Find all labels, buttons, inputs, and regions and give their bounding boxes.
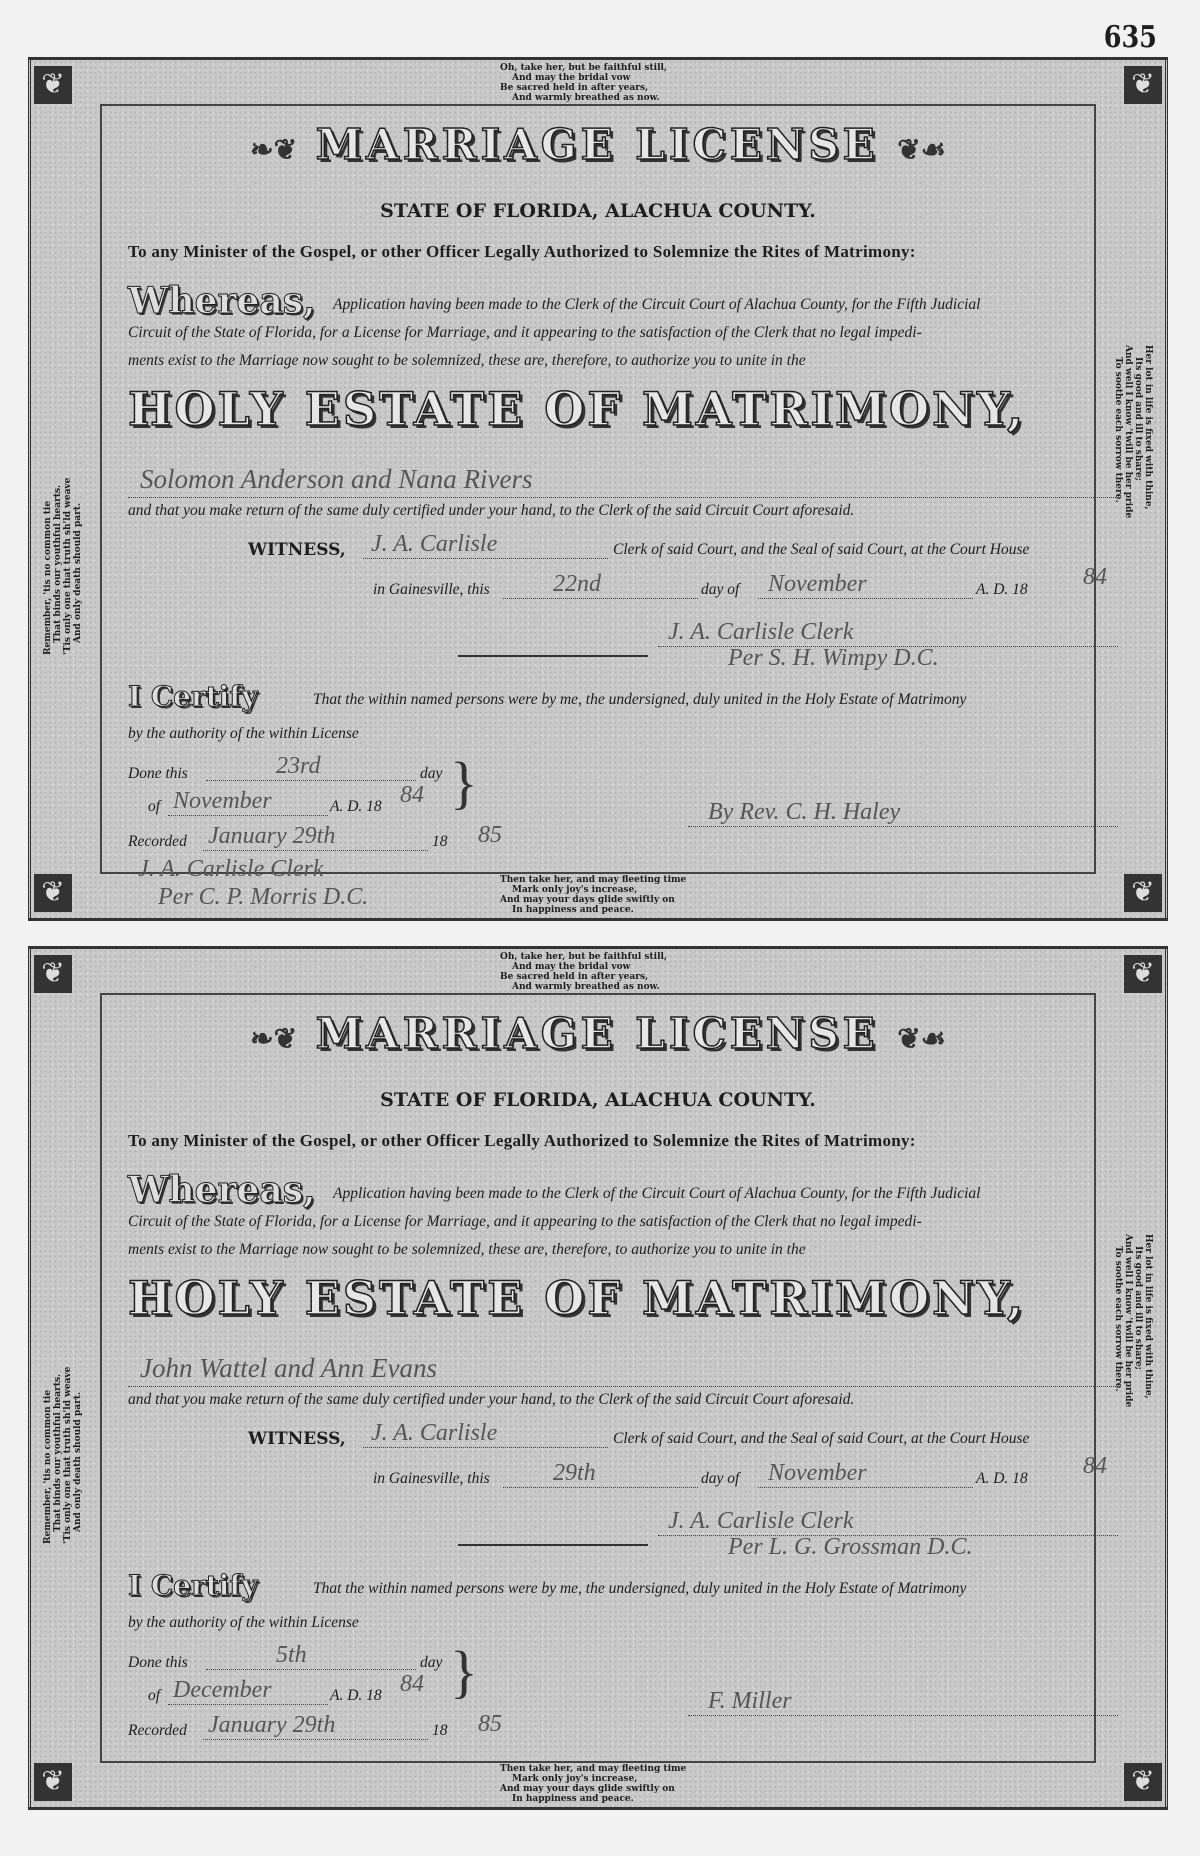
flourish-icon: ❦☙ — [897, 1022, 946, 1055]
couple-names: Solomon Anderson and Nana Rivers — [140, 464, 533, 494]
gainesville-label: in Gainesville, this — [373, 581, 490, 598]
corner-ornament-icon: ❦ — [1124, 1763, 1162, 1801]
poem-top — [500, 63, 667, 103]
recorded-date: January 29th — [208, 823, 336, 849]
corner-ornament-icon: ❦ — [34, 66, 72, 104]
poem-line: And well I know 'twill be her pride — [1123, 345, 1133, 519]
done-this-label: Done this — [128, 765, 188, 782]
poem-line: And only death should part. — [73, 502, 83, 643]
certify-text: That the within named persons were by me, the undersigned, duly united in the Holy Estate of Matrimony — [313, 1580, 967, 1597]
witness-signature: J. A. Carlisle — [371, 1420, 498, 1446]
whereas-heading: Whereas, — [128, 280, 316, 322]
gainesville-label: in Gainesville, this — [373, 1470, 490, 1487]
ad-label: A. D. 18 — [976, 1470, 1028, 1487]
recorded-18-label: 18 — [432, 833, 448, 850]
poem-line: Then take her, and may fleeting time — [500, 875, 687, 885]
poem-line: Her lot in life is fixed with thine, — [1143, 345, 1153, 510]
divider-rule — [458, 655, 648, 657]
recorded-18-label: 18 — [432, 1722, 448, 1739]
couple-names-line — [128, 1354, 1118, 1387]
day-label: day — [420, 765, 443, 782]
poem-line: And may the bridal vow — [512, 962, 631, 972]
holy-estate-heading: HOLY ESTATE OF MATRIMONY, — [128, 1271, 1027, 1325]
license-month-line — [758, 570, 973, 599]
recorded-clerk-signature: J. A. Carlisle Clerk — [138, 856, 324, 882]
poem-line: Her lot in life is fixed with thine, — [1143, 1234, 1153, 1399]
poem-right — [1113, 345, 1153, 575]
day-label: day — [420, 1654, 443, 1671]
clerk-seal-text: Clerk of said Court, and the Seal of said Court, at the Court House — [613, 1430, 1030, 1447]
done-day: 23rd — [276, 753, 321, 779]
ad-label: A. D. 18 — [976, 581, 1028, 598]
poem-line: Then take her, and may fleeting time — [500, 1764, 687, 1774]
day-of-label: day of — [701, 581, 740, 598]
license-month-line — [758, 1459, 973, 1488]
poem-line: And may your days glide swiftly on — [500, 895, 675, 905]
marriage-license — [28, 57, 1168, 921]
whereas-text-2: Circuit of the State of Florida, for a License for Marriage, and it appearing to the satisfaction of the Clerk that no legal impedi- — [128, 1213, 922, 1230]
couple-names-line — [128, 465, 1118, 498]
done-month-line — [168, 785, 328, 816]
poem-line: And warmly breathed as now. — [512, 93, 660, 103]
page-number: 635 — [1104, 20, 1158, 55]
recorded-date-line — [203, 1709, 428, 1740]
clerk-signature-line — [658, 1501, 1118, 1536]
whereas-heading: Whereas, — [128, 1169, 316, 1211]
corner-ornament-icon: ❦ — [34, 874, 72, 912]
couple-names: John Wattel and Ann Evans — [140, 1353, 437, 1383]
license-year: 84 — [1083, 1453, 1107, 1479]
brace-icon: } — [450, 1639, 478, 1704]
certify-heading: I Certify — [128, 680, 258, 713]
clerk-signature: J. A. Carlisle Clerk — [668, 619, 854, 645]
day-of-label: day of — [701, 1470, 740, 1487]
done-year: 84 — [400, 1671, 424, 1697]
witness-label: WITNESS, — [248, 1429, 346, 1449]
done-month: December — [173, 1677, 272, 1703]
poem-line: To soothe each sorrow there. — [1113, 1246, 1123, 1392]
title-text: MARRIAGE LICENSE — [315, 1009, 879, 1058]
done-year: 84 — [400, 782, 424, 808]
license-day: 22nd — [553, 571, 601, 597]
license-day-line — [503, 1459, 698, 1488]
poem-line: And may the bridal vow — [512, 73, 631, 83]
poem-line: Mark only joy's increase, — [512, 885, 638, 895]
corner-ornament-icon: ❦ — [34, 1763, 72, 1801]
return-text: and that you make return of the same duly certified under your hand, to the Clerk of the said Circuit Court aforesaid. — [128, 502, 855, 519]
ad-short-label: A. D. 18 — [330, 798, 382, 815]
poem-line: And warmly breathed as now. — [512, 982, 660, 992]
poem-line: Be sacred held in after years, — [500, 83, 649, 93]
poem-line: Its good and ill to share; — [1133, 1246, 1143, 1371]
of-label: of — [148, 1687, 161, 1704]
license-title — [28, 1009, 1168, 1058]
whereas-text-1: Application having been made to the Clerk of the Circuit Court of Alachua County, for the Fifth Judicial — [333, 296, 981, 313]
flourish-icon: ❦☙ — [897, 133, 946, 166]
witness-signature-line — [363, 1419, 608, 1448]
poem-line: And may your days glide swiftly on — [500, 1784, 675, 1794]
done-day: 5th — [276, 1642, 307, 1668]
ad-short-label: A. D. 18 — [330, 1687, 382, 1704]
minister-signature: By Rev. C. H. Haley — [708, 799, 901, 825]
poem-line: Mark only joy's increase, — [512, 1774, 638, 1784]
whereas-text-3: ments exist to the Marriage now sought to be solemnized, these are, therefore, to authorize you to unite in the — [128, 1241, 806, 1258]
poem-left — [43, 1314, 83, 1544]
poem-bottom — [500, 1764, 686, 1804]
done-month: November — [173, 788, 272, 814]
authority-text: by the authority of the within License — [128, 725, 359, 742]
of-label: of — [148, 798, 161, 815]
corner-ornament-icon: ❦ — [1124, 874, 1162, 912]
done-this-label: Done this — [128, 1654, 188, 1671]
poem-line: That binds our youthful hearts. — [53, 484, 63, 643]
license-day: 29th — [553, 1460, 596, 1486]
recorded-label: Recorded — [128, 1722, 187, 1739]
done-day-line — [206, 750, 416, 781]
flourish-icon: ❧❦ — [250, 133, 298, 166]
whereas-text-3: ments exist to the Marriage now sought to be solemnized, these are, therefore, to authorize you to unite in the — [128, 352, 806, 369]
corner-ornament-icon: ❦ — [34, 955, 72, 993]
holy-estate-heading: HOLY ESTATE OF MATRIMONY, — [128, 382, 1027, 436]
clerk-signature: J. A. Carlisle Clerk — [668, 1508, 854, 1534]
poem-line: 'Tis only one that truth sh'ld weave — [63, 477, 73, 655]
witness-signature-line — [363, 530, 608, 559]
poem-right — [1113, 1234, 1153, 1464]
witness-signature: J. A. Carlisle — [371, 531, 498, 557]
license-month: November — [768, 1460, 867, 1486]
marriage-license — [28, 946, 1168, 1810]
recorded-date-line — [203, 820, 428, 851]
address-line: To any Minister of the Gospel, or other Officer Legally Authorized to Solemnize the Rites of Matrimony: — [128, 1131, 916, 1150]
address-line: To any Minister of the Gospel, or other Officer Legally Authorized to Solemnize the Rites of Matrimony: — [128, 242, 916, 261]
poem-line: Its good and ill to share; — [1133, 357, 1143, 482]
minister-signature-line — [688, 1679, 1118, 1716]
done-day-line — [206, 1639, 416, 1670]
poem-line: 'Tis only one that truth sh'ld weave — [63, 1366, 73, 1544]
license-year: 84 — [1083, 564, 1107, 590]
poem-bottom — [500, 875, 686, 915]
license-day-line — [503, 570, 698, 599]
poem-line: To soothe each sorrow there. — [1113, 357, 1123, 503]
state-county-heading: STATE OF FLORIDA, ALACHUA COUNTY. — [380, 200, 816, 222]
recorded-year: 85 — [478, 822, 502, 848]
certify-heading: I Certify — [128, 1569, 258, 1602]
brace-icon: } — [450, 750, 478, 815]
poem-line: Oh, take her, but be faithful still, — [500, 952, 668, 962]
license-title — [28, 120, 1168, 169]
poem-line: In happiness and peace. — [512, 905, 634, 915]
recorded-deputy-signature: Per C. P. Morris D.C. — [158, 884, 369, 910]
poem-line: And well I know 'twill be her pride — [1123, 1234, 1133, 1408]
poem-line: That binds our youthful hearts. — [53, 1373, 63, 1532]
license-month: November — [768, 571, 867, 597]
clerk-seal-text: Clerk of said Court, and the Seal of said Court, at the Court House — [613, 541, 1030, 558]
clerk-signature-line — [658, 612, 1118, 647]
whereas-text-2: Circuit of the State of Florida, for a License for Marriage, and it appearing to the satisfaction of the Clerk that no legal impedi- — [128, 324, 922, 341]
minister-signature: F. Miller — [708, 1688, 792, 1714]
poem-top — [500, 952, 667, 992]
authority-text: by the authority of the within License — [128, 1614, 359, 1631]
poem-line: In happiness and peace. — [512, 1794, 634, 1804]
divider-rule — [458, 1544, 648, 1546]
title-text: MARRIAGE LICENSE — [315, 120, 879, 169]
corner-ornament-icon: ❦ — [1124, 66, 1162, 104]
minister-signature-line — [688, 790, 1118, 827]
recorded-date: January 29th — [208, 1712, 336, 1738]
recorded-label: Recorded — [128, 833, 187, 850]
flourish-icon: ❧❦ — [250, 1022, 298, 1055]
deputy-signature: Per S. H. Wimpy D.C. — [728, 645, 939, 671]
recorded-year: 85 — [478, 1711, 502, 1737]
return-text: and that you make return of the same duly certified under your hand, to the Clerk of the said Circuit Court aforesaid. — [128, 1391, 855, 1408]
witness-label: WITNESS, — [248, 540, 346, 560]
deputy-signature: Per L. G. Grossman D.C. — [728, 1534, 973, 1560]
poem-line: Oh, take her, but be faithful still, — [500, 63, 668, 73]
certify-text: That the within named persons were by me, the undersigned, duly united in the Holy Estate of Matrimony — [313, 691, 967, 708]
poem-line: Remember, 'tis no common tie — [43, 500, 53, 655]
poem-line: And only death should part. — [73, 1391, 83, 1532]
poem-line: Remember, 'tis no common tie — [43, 1389, 53, 1544]
corner-ornament-icon: ❦ — [1124, 955, 1162, 993]
whereas-text-1: Application having been made to the Clerk of the Circuit Court of Alachua County, for the Fifth Judicial — [333, 1185, 981, 1202]
state-county-heading: STATE OF FLORIDA, ALACHUA COUNTY. — [380, 1089, 816, 1111]
poem-left — [43, 425, 83, 655]
poem-line: Be sacred held in after years, — [500, 972, 649, 982]
done-month-line — [168, 1674, 328, 1705]
